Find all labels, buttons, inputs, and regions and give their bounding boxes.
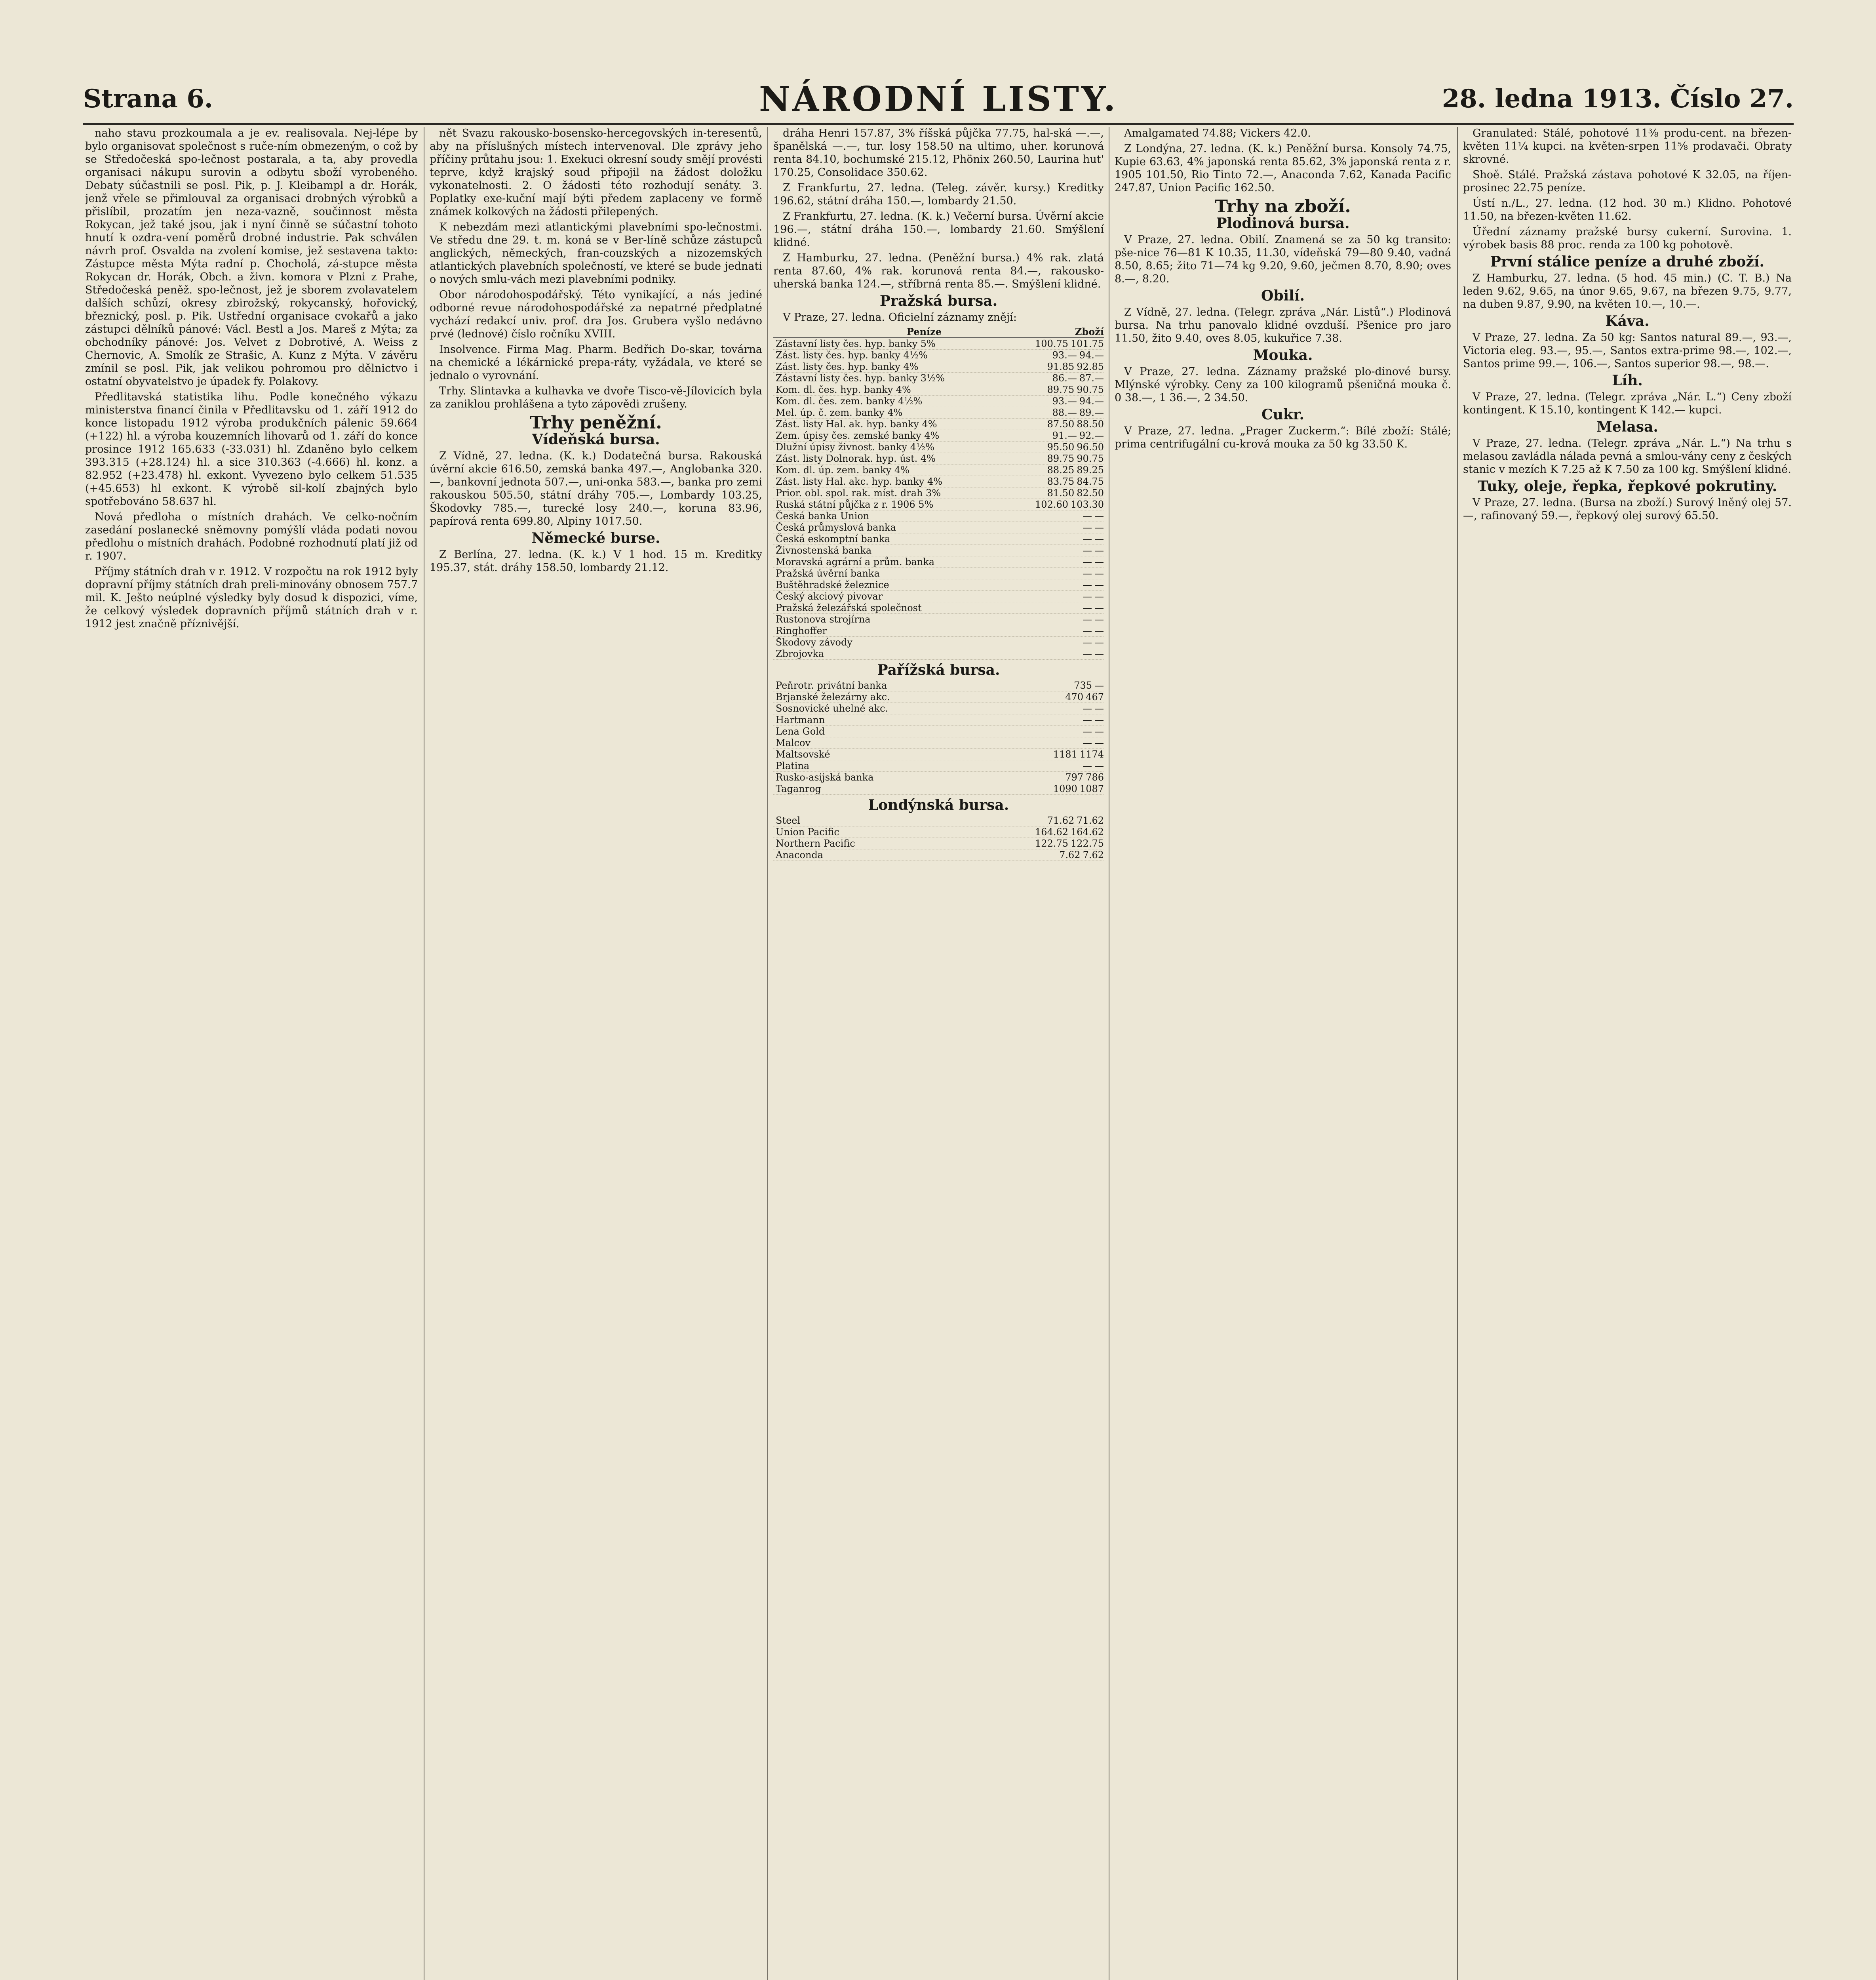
quote-row (773, 396, 1104, 407)
quote-row (773, 815, 1104, 826)
article-paragraph: Úřední záznamy pražské bursy cukerní. Surovina. 1. výrobek basis 88 proc. renda za 100 kg pohotově. (1463, 226, 1792, 251)
newspaper-title: NÁRODNÍ LISTY. (759, 79, 1118, 119)
quote-value: — (1094, 714, 1104, 725)
quote-value: 94.— (1079, 350, 1104, 361)
quote-row (773, 726, 1104, 737)
quote-row (773, 714, 1104, 726)
quote-value: 122.75 (1035, 838, 1069, 849)
quote-value: — (1094, 591, 1104, 602)
quote-value: 786 (1086, 772, 1104, 783)
quote-name: Union Pacific (776, 826, 839, 838)
article-paragraph: Předlitavská statistika lihu. Podle konečného výkazu ministerstva financí činila v Předlitavsku od 1. září 1912 do konce listopadu 1912 výroba produkčních pálenic 59.664 (+122) hl. a výroba kouzemních lihovarů od 1. září do konce prosince 1912 165.633 (-33.031) hl. Zdaněno bylo celkem 393.315 (+28.124) hl. a sice 310.363 (-4.666) hl. konz. a 82.952 (+23.478) hl. exkont. Vyvezeno bylo celkem 51.535 (+45.653) hl exkont. K výrobě sil-kolí zbajných bylo spotřebováno 58.637 hl. (85, 391, 418, 508)
quote-value: — (1094, 556, 1104, 567)
quote-value: 93.— (1052, 396, 1077, 407)
quote-value: 96.50 (1077, 442, 1104, 453)
quote-value: — (1083, 602, 1092, 613)
quote-row (773, 772, 1104, 783)
quote-row (773, 407, 1104, 419)
quote-value: 1090 (1053, 783, 1077, 794)
quote-value: — (1083, 533, 1092, 544)
quote-value: 90.75 (1077, 384, 1104, 395)
column-1 (85, 127, 418, 1980)
quote-value: 164.62 (1071, 826, 1104, 838)
quote-row (773, 568, 1104, 579)
quote-value: 1174 (1079, 749, 1104, 760)
quote-value: — (1083, 510, 1092, 522)
quote-value: 735 (1074, 680, 1092, 691)
plodinova-text: V Praze, 27. ledna. Obilí. Znamená se za 50 kg transito: pše-nice 76—81 K 10.35, 11.30, vídeňská 79—80 9.40, vadná 8.50, 8.65; žito 71—74 kg 9.20, 9.60, ječmen 8.70, 8.90; oves 8.—, 8.20. (1115, 234, 1451, 285)
quote-row (773, 614, 1104, 625)
quote-row (773, 442, 1104, 453)
quote-name: Rustonova strojírna (776, 614, 871, 625)
quote-value: — (1094, 545, 1104, 556)
quote-name: Buštěhradské železnice (776, 579, 889, 590)
quote-name: Česká průmyslová banka (776, 522, 896, 533)
column-5 (1463, 127, 1792, 1980)
quote-name: Zást. listy Dolnorak. hyp. úst. 4% (776, 453, 936, 464)
quote-value: — (1083, 726, 1092, 737)
quote-row (773, 591, 1104, 602)
quote-name: Zástavní listy čes. hyp. banky 5% (776, 338, 936, 349)
quote-name: Škodovy závody (776, 637, 852, 648)
issue-date: 28. ledna 1913. Číslo 27. (1442, 84, 1794, 114)
quote-value: — (1083, 614, 1092, 625)
article-paragraph: Insolvence. Firma Mag. Pharm. Bedřich Do-skar, továrna na chemické a lékárnické prepa-ráty, vyžádala, ve které se jednalo o vyrovnání. (430, 343, 762, 382)
quote-row (773, 637, 1104, 648)
quote-value: 92.85 (1077, 361, 1104, 372)
quote-value: 71.62 (1047, 815, 1075, 826)
heading-obili: Obilí. (1261, 287, 1305, 304)
quote-value: 100.75 (1035, 338, 1069, 349)
quote-row (773, 373, 1104, 384)
quote-value: 92.— (1079, 430, 1104, 441)
quote-value: 89.75 (1047, 453, 1075, 464)
quote-value: 1087 (1079, 783, 1104, 794)
column-rule (1457, 127, 1458, 1980)
quote-name: Ruská státní půjčka z r. 1906 5% (776, 499, 934, 510)
quote-row (773, 545, 1104, 556)
quote-name: Ringhoffer (776, 625, 827, 636)
quote-name: Zást. listy Hal. akc. hyp. banky 4% (776, 476, 942, 487)
column-3 (773, 127, 1104, 1980)
column-rule (767, 127, 768, 1980)
quote-row (773, 465, 1104, 476)
quote-value: 71.62 (1077, 815, 1104, 826)
heading-london-bourse: Londýnská bursa. (868, 797, 1009, 813)
quote-value: — (1094, 602, 1104, 613)
quote-value: — (1094, 568, 1104, 579)
london-quotes-table (773, 815, 1104, 861)
quote-name: Anaconda (776, 849, 824, 861)
quote-row (773, 556, 1104, 568)
prague-bourse-subtitle: V Praze, 27. ledna. Oficielní záznamy znějí: (783, 311, 1017, 324)
quote-value: 93.— (1052, 350, 1077, 361)
article-paragraph: naho stavu prozkoumala a je ev. realisovala. Nej-lépe by bylo organisovat společnost s ruče-ním obmezeným, o což by se Středočeská spo-lečnost postarala, a ta, aby provedla organisaci nákupu surovin a odbytu sboží vyrobeného. Debaty súčastnili se posl. Pik, p. J. Kleibampl a dr. Horák, jenž vřele se přimlouval za organisaci drobných výrobků a přislíbil, prozatím jen neza-vazně, součinnost města Rokycan, jež také jsou, jak i nyní činně se súčastní tohoto hnutí k ozdra-vení poměrů drobné industrie. Pak schválen návrh prof. Osvalda na zvolení komise, jež sestavena takto: Zástupce města Mýta radní p. Chocholá, zá-stupce města Rokycan dr. Horák, Obch. a živn. komora v Plzni z Prahe, Středočeská peněž. spo-lečnost, jež je sborem zvolavatelem dalších schůzí, okresy zbirožský, rokycanský, hořovický, březnický, posl. p. Pik. Ustřední organisace cvokařů a jako zástupci dělníků pánové: Václ. Bestl a Jos. Mareš z Mýta; za obchodníky pánové: Jos. Velvet z Dobrotivé, A. Weiss z Chernovic, A. Smolík ze Strašic, A. Kunz z Mýta. V závěru zmínil se posl. Pik, jak velikou pohromou pro dělnictvo i ostatní obyvatelstvo je úpadek fy. Polakovy. (85, 127, 418, 388)
quote-name: Kom. dl. úp. zem. banky 4% (776, 465, 909, 476)
quote-row (773, 510, 1104, 522)
heading-kava: Káva. (1605, 313, 1650, 329)
quote-value: 467 (1086, 691, 1104, 703)
melasa-text: V Praze, 27. ledna. (Telegr. zpráva „Nár. L.“) Na trhu s melasou zavládla nálada pevná a smlou-vány ceny z českých stanic v mezích K 7.25 až K 7.50 za 100 kg. Smýšlení klidné. (1463, 437, 1792, 476)
quote-value: 88.50 (1077, 419, 1104, 430)
article-paragraph: Z Hamburku, 27. ledna. (Peněžní bursa.) 4% rak. zlatá renta 87.60, 4% rak. korunová renta 84.—, rakousko-uherská banka 124.—, stříbrná renta 85.—. Smýšlení klidné. (773, 252, 1104, 290)
quote-value: — (1083, 637, 1092, 648)
quote-name: Northern Pacific (776, 838, 855, 849)
article-paragraph: Nová předloha o místních drahách. Ve celko-nočním zasedání poslanecké sněmovny pomýšlí vláda podati novou předlohu o místních drahách. Podobné rozhodnutí platí již od r. 1907. (85, 511, 418, 562)
quote-value: — (1083, 737, 1092, 748)
quote-row (773, 384, 1104, 396)
quote-value: — (1094, 637, 1104, 648)
article-paragraph: Příjmy státních drah v r. 1912. V rozpočtu na rok 1912 byly dopravní příjmy státních drah preli-minovány obnosem 757.7 mil. K. Ješto neúplné výsledky byly dosud k dispozici, víme, že celkový výsledek dopravních příjmů státních drah v r. 1912 jest značně příznivější. (85, 565, 418, 630)
quote-name: Hartmann (776, 714, 825, 725)
article-paragraph: Ústí n./L., 27. ledna. (12 hod. 30 m.) Klidno. Pohotové 11.50, na březen-květen 11.62. (1463, 197, 1792, 223)
quote-value: 94.— (1079, 396, 1104, 407)
quote-name: Lena Gold (776, 726, 825, 737)
quote-name: Brjanské železárny akc. (776, 691, 890, 703)
section-heading-trhy-penezni: Trhy peněžní. (530, 413, 662, 433)
quote-name: Peňrotr. privátní banka (776, 680, 887, 691)
heading-prvni-stalice: První stálice peníze a druhé zboží. (1490, 253, 1765, 270)
vienna-bourse-text: Z Vídně, 27. ledna. (K. k.) Dodatečná bursa. Rakouská úvěrní akcie 616.50, zemská banka 497.—, Anglobanka 320.—, bankovní jednota 507.—, uni-onka 583.—, banka pro zemi rakouskou 505.50, státní dráhy 705.—, Lombardy 103.25, Škodovky 785.—, turecké losy 240.—, koruna 83.96, papírová renta 699.80, Alpiny 1017.50. (430, 450, 762, 527)
quote-row (773, 338, 1104, 350)
quote-value: 101.75 (1071, 338, 1104, 349)
cukr-text: V Praze, 27. ledna. „Prager Zuckerm.“: Bílé zboží: Stálé; prima centrifugální cu-krová mouka za 50 kg 33.50 K. (1115, 425, 1451, 450)
quote-name: Živnostenská banka (776, 545, 872, 556)
quote-name: Rusko-asijská banka (776, 772, 874, 783)
heading-paris-bourse: Pařížská bursa. (877, 662, 1000, 678)
heading-vienna-bourse: Vídeňská bursa. (532, 431, 660, 448)
quote-row (773, 826, 1104, 838)
quote-value: 89.25 (1077, 465, 1104, 476)
article-paragraph: K nebezdám mezi atlantickými plavebními spo-lečnostmi. Ve středu dne 29. t. m. koná se v Ber-líně schůze zástupců anglických, německých, fran-couzských a nizozemských atlantických plavebních společností, ve které se bude jednati o nových smlu-vách mezi plavebními podniky. (430, 221, 762, 286)
quote-row (773, 453, 1104, 465)
quote-row (773, 522, 1104, 533)
quote-value: 7.62 (1059, 849, 1081, 861)
quote-name: Steel (776, 815, 801, 826)
quote-name: Český akciový pivovar (776, 591, 883, 602)
quote-row (773, 783, 1104, 795)
quote-value: — (1083, 591, 1092, 602)
quote-name: Platina (776, 760, 810, 771)
quote-name: Zbrojovka (776, 648, 824, 659)
quote-value: 7.62 (1083, 849, 1104, 861)
heading-prague-bourse: Pražská bursa. (879, 293, 998, 309)
heading-tuky: Tuky, oleje, řepka, řepkové pokrutiny. (1477, 478, 1777, 495)
column-4 (1115, 127, 1451, 1980)
article-paragraph: Z Londýna, 27. ledna. (K. k.) Peněžní bursa. Konsoly 74.75, Kupie 63.63, 4% japonská renta 85.62, 3% japonská renta z r. 1905 101.50, Rio Tinto 72.—, Anaconda 7.62, Kanada Pacific 247.87, Union Pacific 162.50. (1115, 143, 1451, 194)
quote-value: 470 (1065, 691, 1084, 703)
table-header: Peníze Zboží (773, 326, 1104, 338)
quote-value: — (1083, 625, 1092, 636)
article-paragraph: Z Frankfurtu, 27. ledna. (Teleg. závěr. kursy.) Kreditky 196.62, státní dráha 150.—, lombardy 21.50. (773, 182, 1104, 207)
quote-value: — (1094, 737, 1104, 748)
quote-value: 89.— (1079, 407, 1104, 418)
article-paragraph: Z Frankfurtu, 27. ledna. (K. k.) Večerní bursa. Úvěrní akcie 196.—, státní dráha 150.—, lombardy 21.60. Smýšlení klidné. (773, 210, 1104, 249)
quote-name: Kom. dl. čes. zem. banky 4½% (776, 396, 923, 407)
quote-value: 122.75 (1071, 838, 1104, 849)
quote-value: — (1083, 760, 1092, 771)
quote-value: 797 (1065, 772, 1084, 783)
heading-lih: Líh. (1612, 372, 1643, 389)
quote-value: 89.75 (1047, 384, 1075, 395)
quote-value: — (1083, 556, 1092, 567)
quote-value: 102.60 (1035, 499, 1069, 510)
quote-value: — (1083, 579, 1092, 590)
quote-value: 88.— (1052, 407, 1077, 418)
quote-row (773, 749, 1104, 760)
quote-value: — (1083, 703, 1092, 714)
article-paragraph: nět Svazu rakousko-bosensko-hercegovských in-teresentů, aby na příslušných místech intervenoval. Dle zprávy jeho příčiny průtahu jsou: 1. Exekuci okresní soudy smějí provésti teprve, když krajský soud připojil na žádost doložku vykonatelnosti. 2. O žádosti této rozhodují senáty. 3. Poplatky exe-kuční mají býti předem zaplaceny ve formě známek kolkových na žádosti přilepených. (430, 127, 762, 218)
quote-value: — (1083, 545, 1092, 556)
quote-name: Moravská agrární a prům. banka (776, 556, 935, 567)
quote-name: Pražská úvěrní banka (776, 568, 880, 579)
article-paragraph: Granulated: Stálé, pohotové 11⅜ produ-cent. na březen-květen 11¼ kupci. na květen-srpen 11⅝ prodavači. Obraty skrovné. (1463, 127, 1792, 166)
quote-name: Zást. listy čes. hyp. banky 4% (776, 361, 919, 372)
quote-name: Česká eskomptní banka (776, 533, 890, 544)
quote-value: 83.75 (1047, 476, 1075, 487)
section-heading-trhy-na-zbozi: Trhy na zboží. (1215, 196, 1351, 217)
article-paragraph: Obor národohospodářský. Této vynikající, a nás jediné odborné revue národohospodářské za nepatrné předplatné vychází redakcí univ. prof. dra Jos. Grubera vyšlo nedávno prvé (lednové) číslo ročníku XVIII. (430, 289, 762, 340)
prague-quotes-table (773, 326, 1104, 660)
quote-value: — (1094, 510, 1104, 522)
quote-value: 87.50 (1047, 419, 1075, 430)
quote-row (773, 361, 1104, 373)
quote-row (773, 680, 1104, 691)
quote-row (773, 760, 1104, 772)
column-2 (430, 127, 762, 1980)
quote-value: 84.75 (1077, 476, 1104, 487)
quote-value: — (1094, 726, 1104, 737)
quote-value: — (1083, 568, 1092, 579)
heading-mouka: Mouka. (1253, 347, 1313, 364)
quote-value: — (1094, 625, 1104, 636)
heading-cukr: Cukr. (1261, 406, 1304, 423)
tuky-text: V Praze, 27. ledna. (Bursa na zboží.) Surový lněný olej 57.—, rafinovaný 59.—, řepkový olej surový 65.50. (1463, 497, 1792, 522)
quote-name: Zem. úpisy čes. zemské banky 4% (776, 430, 940, 441)
quote-value: — (1094, 760, 1104, 771)
quote-value: 86.— (1052, 373, 1077, 384)
quote-value: — (1094, 680, 1104, 691)
quote-value: — (1094, 614, 1104, 625)
quote-row (773, 625, 1104, 637)
quote-row (773, 430, 1104, 442)
quote-value: 91.— (1052, 430, 1077, 441)
quote-name: Zástavní listy čes. hyp. banky 3½% (776, 373, 945, 384)
quote-row (773, 579, 1104, 591)
quote-row (773, 691, 1104, 703)
mouka-text: V Praze, 27. ledna. Záznamy pražské plo-dinové bursy. Mlýnské výrobky. Ceny za 100 kilogramů pšeničná mouka č. 0 38.—, 1 36.—, 2 34.50. (1115, 366, 1451, 404)
german-bourse-text: Z Berlína, 27. ledna. (K. k.) V 1 hod. 15 m. Kreditky 195.37, stát. dráhy 158.50, lombardy 21.12. (430, 548, 762, 574)
quote-value: — (1094, 533, 1104, 544)
obili-text: Z Vídně, 27. ledna. (Telegr. zpráva „Nár. Listů“.) Plodinová bursa. Na trhu panovalo klidné ovzduší. Pšenice pro jaro 11.50, žito 9.40, oves 8.05, kukuřice 7.38. (1115, 306, 1451, 345)
quote-value: 1181 (1053, 749, 1077, 760)
quote-value: — (1094, 579, 1104, 590)
quote-value: — (1094, 522, 1104, 533)
prvni-stalice-text: Z Hamburku, 27. ledna. (5 hod. 45 min.) (C. T. B.) Na leden 9.62, 9.65, na únor 9.65, 9.67, na březen 9.75, 9.77, na duben 9.87, 9.90, na květen 10.—, 10.—. (1463, 272, 1792, 310)
article-paragraph: Amalgamated 74.88; Vickers 42.0. (1124, 127, 1311, 139)
page-number-label: Strana 6. (83, 84, 213, 114)
quote-value: — (1083, 648, 1092, 659)
quote-row (773, 350, 1104, 361)
quote-name: Česká banka Union (776, 510, 870, 522)
quote-value: 164.62 (1035, 826, 1069, 838)
quote-value: 95.50 (1047, 442, 1075, 453)
quote-name: Pražská železářská společnost (776, 602, 922, 613)
quote-value: — (1094, 703, 1104, 714)
lih-text: V Praze, 27. ledna. (Telegr. zpráva „Nár. L.“) Ceny zboží kontingent. K 15.10, kontingent K 142.— kupci. (1463, 391, 1792, 416)
quote-row (773, 703, 1104, 714)
quote-row (773, 533, 1104, 545)
quote-name: Taganrog (776, 783, 821, 794)
quote-row (773, 476, 1104, 487)
quote-name: Kom. dl. čes. hyp. banky 4% (776, 384, 911, 395)
quote-row (773, 838, 1104, 849)
article-paragraph: dráha Henri 157.87, 3% říšská půjčka 77.75, hal-ská —.—, španělská —.—, tur. losy 158.50 na ultimo, uher. korunová renta 84.10, bochumské 215.12, Phönix 260.50, Laurina hut' 170.25, Consolidace 350.62. (773, 127, 1104, 179)
quote-value: — (1083, 522, 1092, 533)
quote-name: Prior. obl. spol. rak. míst. drah 3% (776, 487, 941, 499)
quote-value: 87.— (1079, 373, 1104, 384)
heading-german-bourse: Německé burse. (531, 530, 660, 546)
article-paragraph: Shoě. Stálé. Pražská zástava pohotové K 32.05, na říjen-prosinec 22.75 peníze. (1463, 169, 1792, 194)
quote-name: Mel. úp. č. zem. banky 4% (776, 407, 903, 418)
quote-name: Sosnovické uhelné akc. (776, 703, 889, 714)
quote-row (773, 849, 1104, 861)
heading-plodinova-bursa: Plodinová bursa. (1216, 215, 1350, 232)
quote-name: Malcov (776, 737, 811, 748)
quote-value: 88.25 (1047, 465, 1075, 476)
quote-row (773, 648, 1104, 660)
quote-value: 103.30 (1071, 499, 1104, 510)
quote-name: Maltsovské (776, 749, 830, 760)
page-header (83, 79, 1794, 125)
quote-value: — (1083, 714, 1092, 725)
quote-row (773, 419, 1104, 430)
quote-value: 90.75 (1077, 453, 1104, 464)
quote-value: 81.50 (1047, 487, 1075, 499)
kava-text: V Praze, 27. ledna. Za 50 kg: Santos natural 89.—, 93.—, Victoria eleg. 93.—, 95.—, Santos extra-prime 98.—, 102.—, Santos prime 99.—, 106.—, Santos superior 98.—, 98.—. (1463, 331, 1792, 370)
quote-name: Zást. listy Hal. ak. hyp. banky 4% (776, 419, 937, 430)
quote-row (773, 737, 1104, 749)
quote-name: Zást. listy čes. hyp. banky 4½% (776, 350, 928, 361)
paris-quotes-table (773, 680, 1104, 795)
quote-value: — (1094, 648, 1104, 659)
quote-row (773, 499, 1104, 510)
heading-melasa: Melasa. (1596, 419, 1658, 435)
quote-value: 91.85 (1047, 361, 1075, 372)
article-paragraph: Trhy. Slintavka a kulhavka ve dvoře Tisco-vě-Jílovicích byla za zaniklou prohlášena a tyto zápovědi zrušeny. (430, 385, 762, 410)
quote-row (773, 487, 1104, 499)
quote-name: Dlužní úpisy živnost. banky 4½% (776, 442, 934, 453)
quote-row (773, 602, 1104, 614)
quote-value: 82.50 (1077, 487, 1104, 499)
